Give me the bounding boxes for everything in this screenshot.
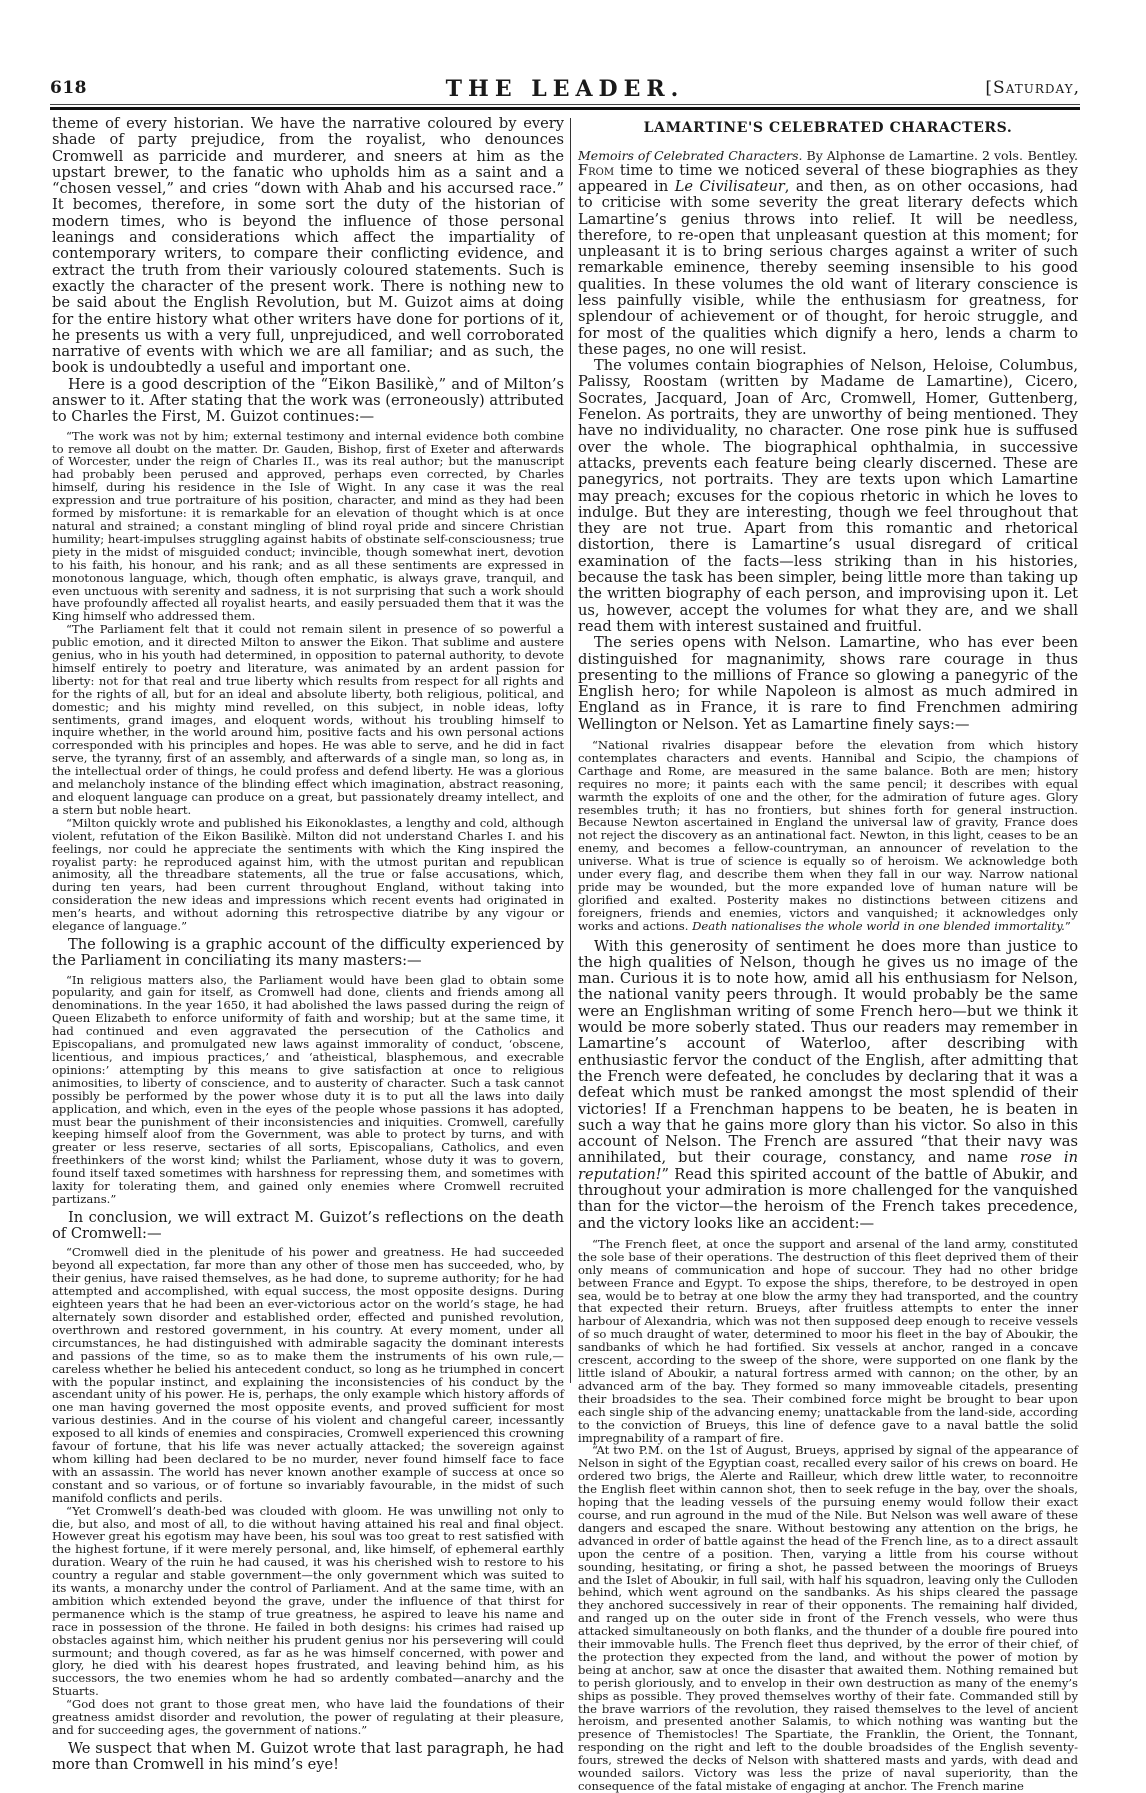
quotation: “At two P.M. on the 1st of August, Brueys, apprised by signal of the appearance of Nelson in sight of the Egyptian coast, recalled every sailor of his crews on board. He ordered two brigs, the Alerte and Railleur, which drew little water, to reconnoitre the English fleet within cannon shot, then to seek refuge in the bay, over the shoals, hoping that the leading vessels of the pursuing enemy would follow their exact course, and run aground in the mud of the Nile. But Nelson was well aware of these dangers and escaped the snare. Without bestowing any attention on the brigs, he advanced in order of battle against the head of the French line, as to a direct assault upon the centre of a position. Then, varying a little from his course without sounding, hesitating, or firing a shot, he passed between the moorings of Brueys and the Islet of Aboukir, in full sail, with half his squadron, leaving only the Culloden behind, which went aground on the sandbanks. As his ships cleared the passage they anchored successively in rear of their opponents. The remaining half divided, and ranged up on the outer side in front of the French vessels, who were thus attacked simultaneously on both flanks, and the thunder of a double fire poured into their immovable hulls. The French fleet thus deprived, by the error of their chief, of the protection they expected from the land, and without the power of motion by being at anchor, saw at once the disaster that awaited them. Nothing remained but to perish gloriously, and to envelop in their own destruction as many of the enemy’s ships as possible. They proved themselves worthy of their fate. Commanded still by the brave warriors of the revolution, they raised themselves to the level of ancient heroism, and presented another Salamis, to which nothing was wanting but the presence of Themistocles! The Spartiate, the Franklin, the Orient, the Tonnant, responding on the right and left to the double broadsides of the English seventy-fours, strewed the decks of Nelson with shattered masts and yards, with dead and wounded sailors. Victory was less the prize of naval superiority, than the consequence of the fatal mistake of engaging at anchor. The French marine <box>578 1443 1078 1793</box>
header-rule-thick <box>50 107 1080 110</box>
paragraph: In conclusion, we will extract M. Guizot’s reflections on the death of Cromwell:— <box>52 1208 564 1243</box>
paragraph: With this generosity of sentiment he does more than justice to the high qualities of Nelson, though he gives us no image of the man. Curious it is to note how, amid all his enthusiasm for Nelson, the national vanity peers through. It would probably be the same were an Englishman writing of some French hero—but we think it would be more soberly stated. Thus our readers may remember in Lamartine’s account of Waterloo, after describing with enthusiastic fervor the conduct of the English, after admitting that the French were defeated, he concludes by declaring that it was a defeat which must be ranked amongst the most splendid of their victories! If a Frenchman happens to be beaten, he is beaten in such a way that he gains more glory than his victor. So also in this account of Nelson. The French are assured “that their navy was annihilated, but their courage, constancy, and name rose in reputation!” Read this spirited account of the battle of Abukir, and throughout your admiration is more challenged for the vanquished than for the victor—the heroism of the French takes precedence, and the victory looks like an accident:— <box>578 937 1078 1232</box>
left-column-guizot-review <box>52 116 564 1774</box>
quotation: “Cromwell died in the plenitude of his power and greatness. He had succeeded beyond all expectation, far more than any other of those men has succeeded, who, by their genius, have raised themselves, as he had done, to supreme authority; for he had attempted and accomplished, with equal success, the most opposite designs. During eighteen years that he had been an ever-victorious actor on the world’s stage, he had alternately sown disorder and established order, effected and punished revolution, overthrown and restored government, in his country. At every moment, under all circumstances, he had distinguished with admirable sagacity the dominant interests and passions of the time, so as to make them the instruments of his own rule,—careless whether he belied his antecedent conduct, so long as he triumphed in concert with the popular instinct, and explaining the inconsistencies of his conduct by the ascendant unity of his power. He is, perhaps, the only example which history affords of one man having governed the most opposite events, and proved sufficient for most various destinies. And in the course of his violent and changeful career, incessantly exposed to all kinds of enemies and conspiracies, Cromwell experienced this crowning favour of fortune, that his life was never actually attacked; the sovereign against whom killing had been declared to be no murder, never found himself face to face with an assassin. The world has never known another example of success at once so constant and so various, or of fortune so invariably favourable, in the midst of such manifold conflicts and perils. <box>52 1245 564 1505</box>
closing-paragraph: We suspect that when M. Guizot wrote that last paragraph, he had more than Cromwell in his mind’s eye! <box>52 1739 564 1774</box>
page-number: 618 <box>50 78 87 98</box>
paragraph: The following is a graphic account of the difficulty experienced by the Parliament in conciliating its many masters:— <box>52 935 564 970</box>
book-publisher: Bentley. <box>1027 147 1078 163</box>
quotation: “Milton quickly wrote and published his Eikonoklastes, a lengthy and cold, although violent, refutation of the Eikon Basilikè. Milton did not understand Charles I. and his feelings, nor could he appreciate the sentiments with which the King inspired the royalist party: he reproduced against him, with the utmost puritan and republican animosity, all the threadbare statements, all the true or false accusations, which, during ten years, had been current throughout England, without taking into consideration the new ideas and impressions which recent events had originated in men’s hearts, and without adorning this retrospective diatribe by any vigour or elegance of language.” <box>52 815 564 934</box>
paragraph: The volumes contain biographies of Nelson, Heloise, Columbus, Palissy, Roostam (written by Madame de Lamartine), Cicero, Socrates, Jacquard, Joan of Arc, Cromwell, Homer, Guttenberg, Fenelon. As portraits, they are unworthy of being mentioned. They have no individuality, no character. One rose pink hue is suffused over the whole. The biographical ophthalmia, in successive attacks, prevents each feature being clearly discerned. These are panegyrics, not portraits. They are texts upon which Lamartine may preach; excuses for the copious rhetoric in which he loves to indulge. But they are interesting, though we feel throughout that they are not true. Apart from this romantic and rhetorical distortion, there is Lamartine’s usual disregard of critical examination of the facts—less striking than in his histories, because the task has been simpler, being little more than taking up the written biography of each person, and improvising upon it. Let us, however, accept the volumes for what they are, and we shall read them with interest sustained and fruitful. <box>578 357 1078 635</box>
quotation: “God does not grant to those great men, who have laid the foundations of their greatness amidst disorder and revolution, the power of regulating at their pleasure, and for succeeding ages, the government of nations.” <box>52 1697 564 1738</box>
issue-day: [Saturday, <box>985 78 1080 98</box>
book-title: Memoirs of Celebrated Characters. <box>578 147 803 163</box>
quotation: “The work was not by him; external testimony and internal evidence both combine to remove all doubt on the matter. Dr. Gauden, Bishop, first of Exeter and afterwards of Worcester, under the reign of Charles II., was its real author; but the manuscript had probably been perused and approved, perhaps even corrected, by Charles himself, during his residence in the Isle of Wight. In any case it was the real expression and true portraiture of his position, character, and mind as they had been formed by misfortune: it is remarkable for an elevation of thought which is at once natural and strained; a constant mingling of blind royal pride and sincere Christian humility; heart-impulses struggling against habits of obstinate self-consciousness; true piety in the midst of misguided conduct; invincible, though somewhat inert, devotion to his faith, his honour, and his rank; and as all these sentiments are expressed in monotonous language, which, though often emphatic, is always grave, tranquil, and even unctuous with serenity and sadness, it is not surprising that such a work should have profoundly affected all royalist hearts, and easily persuaded them that it was the King himself who addressed them. <box>52 428 564 624</box>
book-volumes: 2 vols. <box>982 147 1023 163</box>
quotation: “In religious matters also, the Parliament would have been glad to obtain some popularity, and gain for itself, as Cromwell had done, clients and friends among all denominations. In the year 1650, it had abolished the laws passed during the reign of Queen Elizabeth to enforce uniformity of faith and worship; but at the same time, it had continued and even aggravated the persecution of the Catholics and Episcopalians, and promulgated new laws against immorality of conduct, ‘obscene, licentious, and impious practices,’ and ‘atheistical, blasphemous, and execrable opinions:’ attempting by this means to give satisfaction at once to religious animosities, to liberty of conscience, and to austerity of character. Such a task cannot possibly be performed by the power whose duty it is to put all the laws into daily application, and which, even in the eyes of the people whose passions it has adopted, must bear the punishment of their inconsistencies and iniquities. Cromwell, carefully keeping himself aloof from the Government, was able to protect by turns, and with greater or less reserve, sectaries of all sorts, Episcopalians, Catholics, and even freethinkers of the worst kind; whilst the Parliament, whose duty it was to govern, found itself taxed sometimes with harshness for repressing them, and sometimes with laxity for tolerating them, and gained only enemies where Cromwell recruited partizans.” <box>52 972 564 1206</box>
quotation: “Yet Cromwell’s death-bed was clouded with gloom. He was unwilling not only to die, but also, and most of all, to die without having attained his real and final object. However great his egotism may have been, his soul was too great to rest satisfied with the highest fortune, if it were merely personal, and, like himself, of ephemeral earthly duration. Weary of the ruin he had caused, it was his cherished wish to restore to his country a regular and stable government—the only government which was suited to its wants, a monarchy under the control of Parliament. And at the same time, with an ambition which extended beyond the grave, under the influence of that thirst for permanence which is the stamp of true greatness, he aspired to leave his name and race in possession of the throne. He failed in both designs: his crimes had raised up obstacles against him, which neither his prudent genius nor his persevering will could surmount; and though covered, as far as he was himself concerned, with power and glory, he died with his dearest hopes frustrated, and leaving behind him, as his successors, the two enemies whom he had so ardently combated—anarchy and the Stuarts. <box>52 1503 564 1699</box>
quotation: “The Parliament felt that it could not remain silent in presence of so powerful a public emotion, and it directed Milton to answer the Eikon. That sublime and austere genius, who in his youth had determined, in opposition to paternal authority, to devote himself entirely to poetry and literature, was animated by an ardent passion for liberty: not for that real and true liberty which results from respect for all rights and for the rights of all, but for an ideal and absolute liberty, both religious, political, and domestic; and his mighty mind revelled, on this subject, in noble ideas, lofty sentiments, grand images, and eloquent words, without his troubling himself to inquire whether, in the world around him, positive facts and his own personal actions corresponded with his principles and hopes. He was able to serve, and he did in fact serve, the tyranny, first of an assembly, and afterwards of a single man, so long as, in the intellectual order of things, he could profess and defend liberty. He was a glorious and melancholy instance of the blinding effect which imagination, abstract reasoning, and eloquent language can produce on a great, but passionately dreamy intellect, and a stern but noble heart. <box>52 622 564 817</box>
newspaper-title: THE LEADER. <box>445 76 685 102</box>
header-rule-thin <box>50 104 1080 105</box>
article-headline: LAMARTINE'S CELEBRATED CHARACTERS. <box>643 120 1013 136</box>
paragraph: Here is a good description of the “Eikon Basilikè,” and of Milton’s answer to it. After stating that the work was (erroneously) attributed to Charles the First, M. Guizot continues:— <box>52 375 564 426</box>
quotation: “National rivalries disappear before the elevation from which history contemplates characters and events. Hannibal and Scipio, the champions of Carthage and Rome, are measured in the same balance. Both are men; history requires no more; it paints each with the same pencil; it describes with equal warmth the exploits of one and the other, for the admiration of future ages. Glory resembles truth; it has no frontiers, but shines forth for general instruction. Because Newton ascertained in England the universal law of gravity, France does not reject the discovery as an antinational fact. Newton, in this light, ceases to be an enemy, and becomes a fellow-countryman, an announcer of revelation to the universe. What is true of science is equally so of heroism. We acknowledge both under every flag, and describe them when they fall in our way. Narrow national pride may be wounded, but the more expanded love of human nature will be glorified and exalted. Posterity makes no distinctions between citizens and foreigners, friends and enemies, victors and vanquished; it acknowledges only works and actions. Death nationalises the whole world in one blended immortality.” <box>578 738 1078 933</box>
article-byline <box>578 148 1078 163</box>
book-author: By Alphonse de Lamartine. <box>806 147 979 163</box>
column-divider <box>570 118 571 1383</box>
lead-word: From <box>578 161 615 179</box>
paragraph: The series opens with Nelson. Lamartine, who has ever been distinguished for magnanimity, shows rare courage in thus presenting to the millions of France so glowing a panegyric of the English hero; for while Napoleon is almost as much admired in England as in France, it is rare to find Frenchmen admiring Wellington or Nelson. Yet as Lamartine finely says:— <box>578 634 1078 733</box>
quotation: “The French fleet, at once the support and arsenal of the land army, constituted the sole base of their operations. The destruction of this fleet deprived them of their only means of communication and hope of succour. They had no other bridge between France and Egypt. To expose the ships, therefore, to be destroyed in open sea, would be to betray at one blow the army they had transported, and the country that expected their return. Brueys, after fruitless attempts to enter the inner harbour of Alexandria, which was not then supposed deep enough to receive vessels of so much draught of water, determined to moor his fleet in the bay of Aboukir, the sandbanks of which he had fortified. Six vessels at anchor, ranged in a concave crescent, according to the sweep of the shore, were supported on one flank by the little island of Aboukir, a natural fortress armed with cannon; on the other, by an advanced arm of the bay. They formed so many immoveable citadels, presenting their broadsides to the sea. Their combined force might be brought to bear upon each single ship of the advancing enemy; unattackable from the land-side, according to the conviction of Brueys, this line of defence gave to a naval battle the solid impregnability of a rampart of fire. <box>578 1236 1078 1445</box>
right-column-lamartine-review <box>578 116 1078 1793</box>
paragraph: From time to time we noticed several of these biographies as they appeared in Le Civilisateur, and then, as on other occasions, had to criticise with some severity the great literary defects which Lamartine’s genius throws into relief. It will be needless, therefore, to re-open that unpleasant question at this moment; for unpleasant it is to bring serious charges against a writer of such remarkable eminence, thereby seeming insensible to his good qualities. In these volumes the old want of literary conscience is less painfully visible, while the enthusiasm for greatness, for splendour of achievement or of thought, for heroic struggle, and for most of the qualities which dignify a hero, lends a charm to these pages, no one will resist. <box>578 161 1078 358</box>
paragraph: theme of every historian. We have the narrative coloured by every shade of party prejudice, from the royalist, who denounces Cromwell as parricide and murderer, and sneers at him as the upstart brewer, to the fanatic who upholds him as a saint and a “chosen vessel,” and cries “down with Ahab and his accursed race.” It becomes, therefore, in some sort the duty of the historian of modern times, who is beyond the influence of those personal leanings and considerations which affect the impartiality of contemporary writers, to compare their conflicting evidence, and extract the truth from their variously coloured statements. Such is exactly the character of the present work. There is nothing new to be said about the English Revolution, but M. Guizot aims at doing for the entire history what other writers have done for portions of it, he presents us with a very full, unprejudiced, and well corroborated narrative of events with which we are all familiar; and as such, the book is undoubtedly a useful and important one. <box>52 115 564 377</box>
